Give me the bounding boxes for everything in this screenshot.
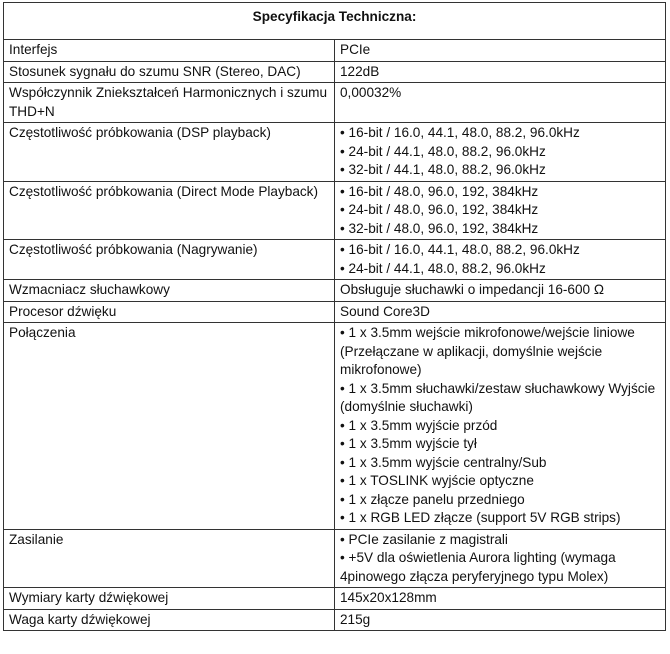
spec-table (3, 2, 666, 631)
value-text: Obsługuje słuchawki o impedancji 16-600 Ω (340, 282, 605, 297)
spec-label: Częstotliwość próbkowania (Direct Mode Playback) (4, 181, 335, 240)
bullet-item: • 1 x złącze panelu przedniego (340, 491, 660, 510)
bullet-item: • 1 x 3.5mm słuchawki/zestaw słuchawkowy Wyjście (domyślnie słuchawki) (340, 380, 660, 417)
spec-label: Zasilanie (4, 529, 335, 588)
table-row (4, 588, 666, 610)
bullet-item: • 1 x 3.5mm wyjście przód (340, 417, 660, 436)
bullet-item: • PCIe zasilanie z magistrali (340, 531, 660, 550)
bullet-item: • 16-bit / 16.0, 44.1, 48.0, 88.2, 96.0kHz (340, 124, 660, 143)
spec-value (335, 83, 666, 123)
value-text: 145x20x128mm (340, 590, 437, 605)
bullet-item: • 24-bit / 48.0, 96.0, 192, 384kHz (340, 201, 660, 220)
value-text: PCIe (340, 42, 371, 57)
spec-value (335, 588, 666, 610)
spec-value (335, 323, 666, 530)
bullet-item: • +5V dla oświetlenia Aurora lighting (wymaga 4pinowego złącza peryferyjnego typu Molex) (340, 549, 660, 586)
table-row (4, 181, 666, 240)
table-row (4, 280, 666, 302)
spec-label: Współczynnik Zniekształceń Harmonicznych i szumu THD+N (4, 83, 335, 123)
bullet-item: • 32-bit / 44.1, 48.0, 88.2, 96.0kHz (340, 161, 660, 180)
spec-value (335, 280, 666, 302)
spec-label: Stosunek sygnału do szumu SNR (Stereo, DAC) (4, 61, 335, 83)
table-row (4, 301, 666, 323)
spec-value (335, 529, 666, 588)
table-row (4, 529, 666, 588)
bullet-item: • 24-bit / 44.1, 48.0, 88.2, 96.0kHz (340, 143, 660, 162)
bullet-item: • 1 x TOSLINK wyjście optyczne (340, 472, 660, 491)
bullet-item: • 24-bit / 44.1, 48.0, 88.2, 96.0kHz (340, 260, 660, 279)
value-text: 215g (340, 611, 371, 627)
bullet-item: • 1 x 3.5mm wejście mikrofonowe/wejście liniowe (Przełączane w aplikacji, domyślnie wejście mikrofonowe) (340, 324, 660, 380)
spec-label: Interfejs (4, 40, 335, 62)
spec-value (335, 301, 666, 323)
bullet-item: • 1 x 3.5mm wyjście centralny/Sub (340, 454, 660, 473)
spec-value (335, 240, 666, 280)
spec-label: Połączenia (4, 323, 335, 530)
spec-label: Częstotliwość próbkowania (DSP playback) (4, 123, 335, 182)
spec-label: Waga karty dźwiękowej (4, 609, 335, 631)
table-row (4, 61, 666, 83)
table-title: Specyfikacja Techniczna: (4, 3, 666, 40)
title-row (4, 3, 666, 40)
value-text: 122dB (340, 63, 380, 79)
bullet-item: • 16-bit / 48.0, 96.0, 192, 384kHz (340, 183, 660, 202)
spec-body (4, 40, 666, 631)
bullet-item: • 1 x 3.5mm wyjście tył (340, 435, 660, 454)
table-row (4, 323, 666, 530)
spec-value (335, 609, 666, 631)
spec-value (335, 123, 666, 182)
table-row (4, 240, 666, 280)
spec-label: Częstotliwość próbkowania (Nagrywanie) (4, 240, 335, 280)
table-row (4, 40, 666, 62)
table-row (4, 123, 666, 182)
table-row (4, 609, 666, 631)
spec-label: Wzmacniacz słuchawkowy (4, 280, 335, 302)
spec-label: Procesor dźwięku (4, 301, 335, 323)
bullet-item: • 32-bit / 48.0, 96.0, 192, 384kHz (340, 220, 660, 239)
spec-value (335, 181, 666, 240)
spec-value (335, 61, 666, 83)
table-row (4, 83, 666, 123)
bullet-item: • 16-bit / 16.0, 44.1, 48.0, 88.2, 96.0kHz (340, 241, 660, 260)
spec-value (335, 40, 666, 62)
value-text: 0,00032% (340, 85, 402, 100)
value-text: Sound Core3D (340, 303, 430, 319)
bullet-item: • 1 x RGB LED złącze (support 5V RGB strips) (340, 509, 660, 528)
spec-label: Wymiary karty dźwiękowej (4, 588, 335, 610)
